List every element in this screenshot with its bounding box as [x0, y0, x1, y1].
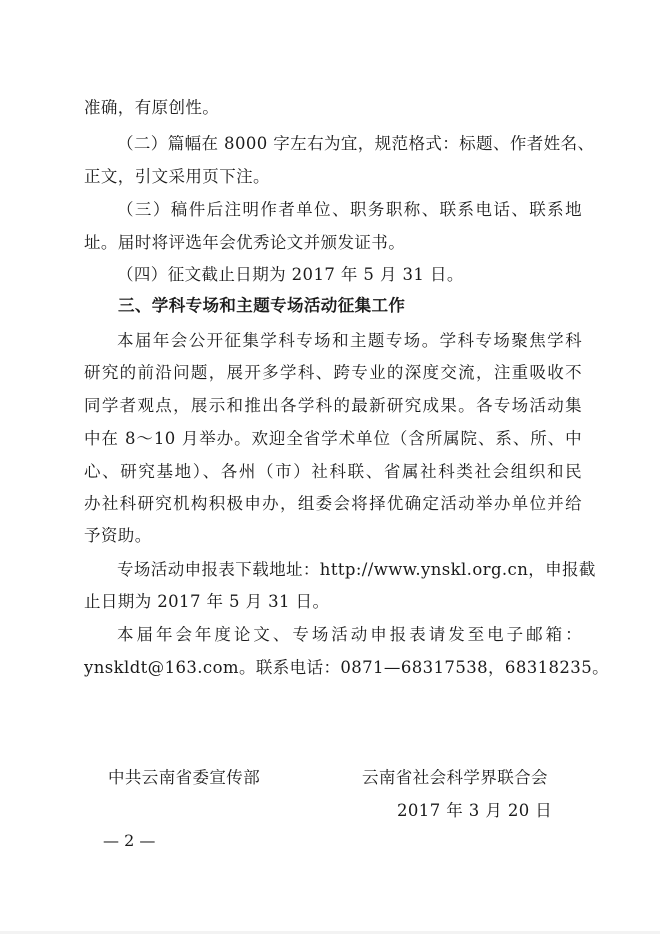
text-line-1: 准确，有原创性。: [84, 98, 220, 117]
section-heading: 三、学科专场和主题专场活动征集工作: [118, 296, 406, 315]
text-line-4: （三）稿件后注明作者单位、职务职称、联系电话、联系地: [117, 200, 582, 219]
text-line-6: （四）征文截止日期为 2017 年 5 月 31 日。: [117, 265, 464, 284]
page-number: — 2 —: [103, 831, 156, 850]
text-line-15: 专场活动申报表下载地址：http://www.ynskl.org.cn，申报截: [117, 560, 596, 579]
text-line-18: ynskldt@163.com。联系电话：0871—68317538，68318235。: [84, 658, 609, 677]
signature-org-left: 中共云南省委宣传部: [108, 768, 261, 787]
text-line-3: 正文，引文采用页下注。: [84, 167, 270, 186]
text-line-10: 同学者观点，展示和推出各学科的最新研究成果。各专场活动集: [84, 396, 582, 415]
text-line-8: 本届年会公开征集学科专场和主题专场。学科专场聚焦学科: [117, 331, 582, 350]
text-line-14: 予资助。: [84, 526, 152, 545]
text-line-9: 研究的前沿问题，展开多学科、跨专业的深度交流，注重吸收不: [84, 363, 582, 382]
text-line-13: 办社科研究机构积极申办，组委会将择优确定活动举办单位并给: [84, 494, 582, 513]
text-line-17: 本届年会年度论文、专场活动申报表请发至电子邮箱：: [117, 625, 582, 644]
text-line-12: 心、研究基地）、各州（市）社科联、省属社科类社会组织和民: [84, 462, 582, 481]
text-line-16: 止日期为 2017 年 5 月 31 日。: [84, 592, 330, 611]
text-line-5: 址。届时将评选年会优秀论文并颁发证书。: [84, 233, 406, 252]
signature-org-right: 云南省社会科学界联合会: [362, 768, 548, 787]
text-line-2: （二）篇幅在 8000 字左右为宜，规范格式：标题、作者姓名、: [117, 134, 595, 153]
text-line-11: 中在 8～10 月举办。欢迎全省学术单位（含所属院、系、所、中: [84, 429, 582, 448]
signature-date: 2017 年 3 月 20 日: [397, 801, 553, 820]
